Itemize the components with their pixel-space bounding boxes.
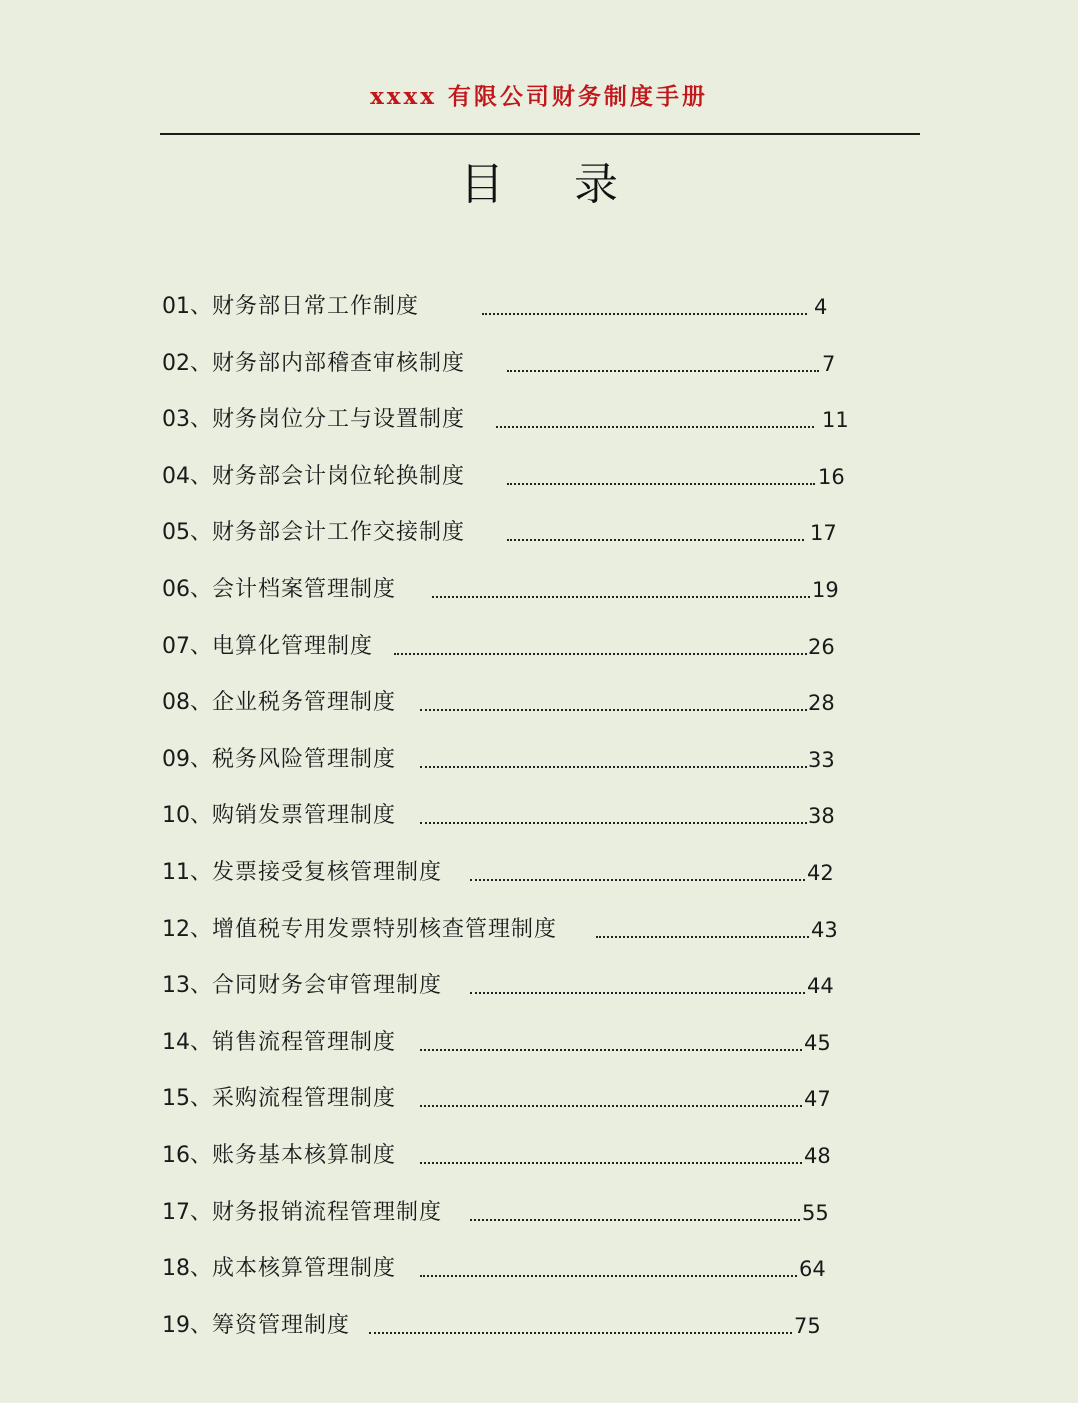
toc-entry-title: 财务报销流程管理制度 (212, 1199, 443, 1225)
toc-entry[interactable] (162, 907, 862, 964)
toc-entry-page-number: 75 (794, 1313, 821, 1338)
toc-entry[interactable] (162, 454, 862, 511)
toc-entry-number: 03、 (162, 407, 212, 433)
toc-entry-title: 采购流程管理制度 (212, 1086, 397, 1112)
toc-entry-title: 财务部日常工作制度 (212, 294, 420, 319)
toc-entry-number: 13、 (162, 973, 212, 999)
toc-entry[interactable] (162, 680, 862, 737)
toc-entry-leader-dots (394, 653, 807, 655)
toc-entry-number: 08、 (162, 690, 212, 716)
toc-entry-title: 账务基本核算制度 (212, 1142, 397, 1168)
toc-entry[interactable] (162, 737, 862, 794)
toc-entry-number: 19、 (162, 1312, 212, 1338)
toc-entry-title: 财务岗位分工与设置制度 (212, 407, 466, 433)
toc-entry-number: 15、 (162, 1086, 212, 1112)
toc-entry-page-number: 44 (807, 974, 834, 999)
toc-entry-page-number: 28 (808, 691, 835, 716)
toc-entry-leader-dots (420, 1105, 802, 1107)
toc-entry-leader-dots (420, 822, 807, 824)
toc-entry[interactable] (162, 1303, 862, 1360)
toc-entry[interactable] (162, 1076, 862, 1133)
toc-entry[interactable] (162, 284, 862, 341)
toc-entry-number: 17、 (162, 1199, 212, 1225)
toc-entry-title: 电算化管理制度 (212, 633, 374, 659)
toc-entry[interactable] (162, 624, 862, 681)
toc-entry-page-number: 19 (812, 577, 839, 602)
toc-entry-page-number: 17 (810, 521, 837, 546)
toc-entry-title: 财务部会计岗位轮换制度 (212, 463, 466, 489)
toc-entry-number: 07、 (162, 633, 212, 659)
toc-title (0, 148, 1078, 212)
toc-entry-title: 销售流程管理制度 (212, 1029, 397, 1055)
toc-entry-title: 税务风险管理制度 (212, 746, 397, 772)
toc-entry-page-number: 47 (804, 1087, 831, 1112)
toc-entry-leader-dots (420, 1049, 802, 1051)
toc-entry-page-number: 38 (808, 804, 835, 829)
toc-entry[interactable] (162, 963, 862, 1020)
toc-title-char-1: 目 (460, 159, 504, 210)
toc-entry-leader-dots (420, 766, 807, 768)
toc-entry[interactable] (162, 341, 862, 398)
toc-entry-number: 02、 (162, 350, 212, 376)
toc-list (162, 284, 862, 1359)
toc-entry-number: 12、 (162, 916, 212, 942)
toc-entry-title: 筹资管理制度 (212, 1312, 351, 1338)
toc-entry-page-number: 26 (808, 634, 835, 659)
document-header-title: xxxx 有限公司财务制度手册 (370, 83, 708, 110)
toc-entry[interactable] (162, 850, 862, 907)
toc-entry-leader-dots (470, 992, 805, 994)
toc-entry-page-number: 48 (804, 1143, 831, 1168)
toc-entry-leader-dots (482, 313, 807, 315)
toc-entry[interactable] (162, 1020, 862, 1077)
toc-entry-page-number: 43 (811, 917, 838, 942)
toc-entry-page-number: 16 (818, 464, 845, 489)
toc-entry-number: 09、 (162, 746, 212, 772)
toc-entry-leader-dots (507, 539, 804, 541)
toc-entry-leader-dots (470, 879, 805, 881)
header-divider (160, 133, 920, 135)
toc-entry-number: 01、 (162, 294, 212, 319)
toc-entry[interactable] (162, 397, 862, 454)
toc-entry[interactable] (162, 510, 862, 567)
toc-entry[interactable] (162, 793, 862, 850)
toc-entry-number: 16、 (162, 1142, 212, 1168)
toc-entry-page-number: 4 (814, 295, 828, 319)
toc-entry-leader-dots (432, 596, 810, 598)
toc-entry-page-number: 55 (802, 1200, 829, 1225)
toc-entry-leader-dots (496, 426, 814, 428)
toc-entry-number: 18、 (162, 1256, 212, 1282)
toc-entry-title: 企业税务管理制度 (212, 690, 397, 716)
toc-entry-number: 14、 (162, 1029, 212, 1055)
toc-entry-number: 10、 (162, 803, 212, 829)
toc-entry-title: 发票接受复核管理制度 (212, 859, 443, 885)
toc-entry-page-number: 33 (808, 747, 835, 772)
toc-entry-leader-dots (507, 370, 819, 372)
toc-entry-title: 增值税专用发票特别核查管理制度 (212, 916, 558, 942)
toc-entry-title: 财务部内部稽查审核制度 (212, 350, 466, 376)
toc-entry-number: 06、 (162, 576, 212, 602)
toc-entry-page-number: 45 (804, 1030, 831, 1055)
toc-entry[interactable] (162, 1246, 862, 1303)
toc-entry[interactable] (162, 1133, 862, 1190)
toc-entry-title: 会计档案管理制度 (212, 576, 397, 602)
toc-entry-leader-dots (470, 1219, 800, 1221)
toc-entry-page-number: 7 (822, 351, 836, 376)
toc-entry-leader-dots (420, 709, 807, 711)
toc-entry[interactable] (162, 1190, 862, 1247)
toc-entry-title: 购销发票管理制度 (212, 803, 397, 829)
toc-entry-page-number: 64 (799, 1257, 826, 1282)
toc-entry-title: 成本核算管理制度 (212, 1256, 397, 1282)
toc-entry-number: 05、 (162, 520, 212, 546)
toc-entry-leader-dots (369, 1332, 792, 1334)
toc-entry-leader-dots (596, 936, 809, 938)
toc-entry-title: 合同财务会审管理制度 (212, 973, 443, 999)
toc-entry-page-number: 42 (807, 860, 834, 885)
toc-entry-leader-dots (420, 1275, 797, 1277)
toc-entry-number: 04、 (162, 463, 212, 489)
toc-entry-title: 财务部会计工作交接制度 (212, 520, 466, 546)
toc-entry-page-number: 11 (822, 408, 849, 433)
toc-title-char-2: 录 (574, 159, 618, 210)
toc-entry-leader-dots (420, 1162, 802, 1164)
toc-entry-number: 11、 (162, 859, 212, 885)
toc-entry-leader-dots (507, 483, 815, 485)
toc-entry[interactable] (162, 567, 862, 624)
